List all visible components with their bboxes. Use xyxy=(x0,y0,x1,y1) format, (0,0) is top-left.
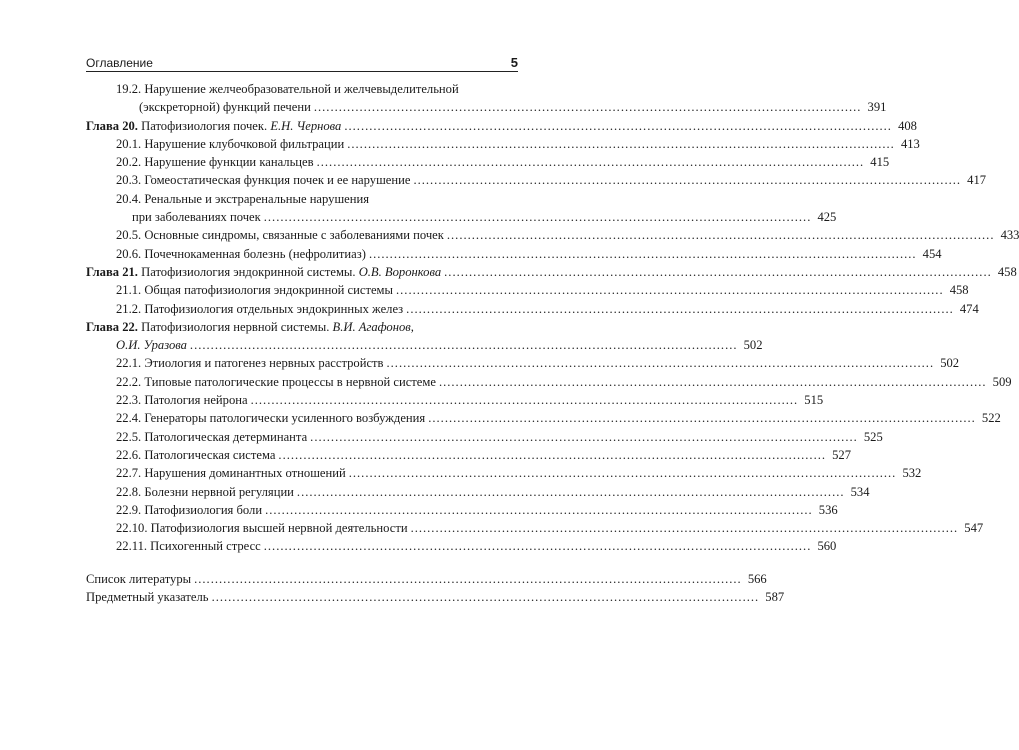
toc-entry-text: 22.11. Психогенный стресс xyxy=(116,539,261,554)
toc-entry[interactable] xyxy=(86,464,922,482)
toc-entry[interactable] xyxy=(86,483,870,501)
toc-entry[interactable] xyxy=(86,570,767,588)
chapter-label: Глава 21. xyxy=(86,264,138,279)
toc-entry-text: 22.1. Этиология и патогенез нервных расстройств xyxy=(116,356,384,371)
toc-entry[interactable] xyxy=(86,153,890,171)
toc-entry[interactable] xyxy=(86,354,960,372)
chapter-author: В.И. Агафонов, xyxy=(332,319,414,334)
toc-entry-text: 22.10. Патофизиология высшей нервной деятельности xyxy=(116,521,408,536)
toc-entry[interactable] xyxy=(86,391,824,409)
toc-page: 458 xyxy=(997,264,1017,279)
leader-dots: .................................................................................................................................... xyxy=(396,283,944,298)
leader-dots: .................................................................................................................................... xyxy=(263,210,812,225)
toc-entry xyxy=(86,80,518,98)
toc-page: 415 xyxy=(870,155,890,170)
leader-dots: .................................................................................................................................... xyxy=(368,246,917,261)
toc-entry[interactable] xyxy=(86,501,838,519)
leader-dots: .................................................................................................................................... xyxy=(428,411,976,426)
leader-dots: .................................................................................................................................... xyxy=(386,356,935,371)
toc-page: 536 xyxy=(818,502,838,517)
toc-page: 527 xyxy=(832,447,852,462)
toc-page: 560 xyxy=(817,539,837,554)
leader-dots: .................................................................................................................................... xyxy=(406,301,954,316)
toc-page: 458 xyxy=(949,283,969,298)
leader-dots: .................................................................................................................................... xyxy=(250,393,799,408)
toc-page: 413 xyxy=(900,136,920,151)
chapter-author: Е.Н. Чернова xyxy=(270,118,342,133)
spacer xyxy=(86,556,518,570)
toc-entry-text: 21.1. Общая патофизиология эндокринной системы xyxy=(116,283,393,298)
toc-entry-text: (экскреторной) функций печени xyxy=(139,100,311,115)
toc-entry-text: 19.2. Нарушение желчеобразовательной и желчевыделительной xyxy=(116,82,459,96)
toc-page: 391 xyxy=(867,100,887,115)
toc-page: 522 xyxy=(981,411,1001,426)
toc-entry[interactable] xyxy=(86,588,785,606)
toc-entry[interactable] xyxy=(86,245,942,263)
toc-chapter[interactable] xyxy=(86,117,917,135)
toc-page: 509 xyxy=(992,374,1012,389)
chapter-author: О.В. Воронкова xyxy=(358,264,442,279)
toc-chapter-continuation[interactable] xyxy=(86,336,763,354)
toc-entry[interactable] xyxy=(86,373,1012,391)
toc-entry-text: 20.1. Нарушение клубочковой фильтрации xyxy=(116,136,345,151)
toc-entry[interactable] xyxy=(86,428,883,446)
toc-entry[interactable] xyxy=(86,281,969,299)
toc-entry-text: 22.9. Патофизиология боли xyxy=(116,502,263,517)
toc-page: 425 xyxy=(817,210,837,225)
toc-entry-text: 20.6. Почечнокаменная болезнь (нефролитиаз) xyxy=(116,246,366,261)
toc-entry-text: 22.3. Патология нейрона xyxy=(116,393,248,408)
leader-dots: .................................................................................................................................... xyxy=(296,484,845,499)
leader-dots: .................................................................................................................................... xyxy=(438,374,987,389)
running-header xyxy=(86,55,518,71)
toc-page: 566 xyxy=(747,571,767,586)
toc-chapter[interactable] xyxy=(86,263,1017,281)
chapter-title: Патофизиология нервной системы. xyxy=(137,319,333,334)
chapter-title: Патофизиология почек. xyxy=(137,118,271,133)
toc-entry-text: 22.8. Болезни нервной регуляции xyxy=(116,484,294,499)
leader-dots: .................................................................................................................................... xyxy=(348,466,897,481)
toc-entry-text: Предметный указатель xyxy=(86,590,209,605)
leader-dots: .................................................................................................................................... xyxy=(265,502,813,517)
leader-dots: .................................................................................................................................... xyxy=(410,521,959,536)
toc-entry-text: при заболеваниях почек xyxy=(132,210,261,225)
toc-page: 525 xyxy=(863,429,883,444)
toc-entry-text: 21.2. Патофизиология отдельных эндокринных желез xyxy=(116,301,404,316)
chapter-label: Глава 20. xyxy=(86,118,138,133)
leader-dots: .................................................................................................................................... xyxy=(413,173,962,188)
leader-dots: .................................................................................................................................... xyxy=(347,136,895,151)
leader-dots: .................................................................................................................................... xyxy=(263,539,812,554)
toc-page: 502 xyxy=(743,338,763,353)
leader-dots: .................................................................................................................................... xyxy=(446,228,995,243)
toc-page: 587 xyxy=(765,590,785,605)
toc-entry[interactable] xyxy=(86,171,987,189)
chapter-label: Глава 22. xyxy=(86,319,138,334)
toc-entry-text: 20.3. Гомеостатическая функция почек и ее нарушение xyxy=(116,173,411,188)
header-rule xyxy=(86,71,518,72)
toc-entry-text: 20.2. Нарушение функции канальцев xyxy=(116,155,314,170)
leader-dots: .................................................................................................................................... xyxy=(310,429,858,444)
toc-page: 515 xyxy=(804,393,824,408)
leader-dots: .................................................................................................................................... xyxy=(189,338,738,353)
toc-entry[interactable] xyxy=(86,537,837,555)
toc-entry[interactable] xyxy=(86,135,920,153)
toc-page: 417 xyxy=(967,173,987,188)
toc-entry-text: 20.5. Основные синдромы, связанные с заболеваниями почек xyxy=(116,228,444,243)
toc-page: 408 xyxy=(898,118,917,133)
chapter-title: Патофизиология эндокринной системы. xyxy=(137,264,359,279)
table-of-contents xyxy=(86,80,1019,606)
toc-entry[interactable] xyxy=(86,98,887,116)
leader-dots: .................................................................................................................................... xyxy=(211,590,760,605)
leader-dots: .................................................................................................................................... xyxy=(444,264,992,279)
toc-page: 532 xyxy=(902,466,922,481)
toc-entry-text: 22.2. Типовые патологические процессы в нервной системе xyxy=(116,374,436,389)
leader-dots: .................................................................................................................................... xyxy=(278,447,827,462)
header-title: Оглавление xyxy=(86,56,153,70)
toc-entry[interactable] xyxy=(86,519,984,537)
chapter-author: О.И. Уразова xyxy=(116,338,187,353)
toc-page: 454 xyxy=(922,246,942,261)
toc-entry[interactable] xyxy=(86,208,837,226)
toc-page: 433 xyxy=(1000,228,1019,243)
toc-entry-text: 22.5. Патологическая детерминанта xyxy=(116,429,308,444)
toc-page: 502 xyxy=(940,356,960,371)
toc-page: 547 xyxy=(964,521,984,536)
page-number: 5 xyxy=(510,55,518,70)
toc-entry-text: 22.6. Патологическая система xyxy=(116,447,276,462)
leader-dots: .................................................................................................................................... xyxy=(316,155,865,170)
toc-entry-text: Список литературы xyxy=(86,571,192,586)
toc-entry[interactable] xyxy=(86,226,1019,244)
toc-entry-text: 22.4. Генераторы патологически усиленного возбуждения xyxy=(116,411,426,426)
toc-entry xyxy=(86,190,518,208)
leader-dots: .................................................................................................................................... xyxy=(344,118,892,133)
toc-entry[interactable] xyxy=(86,409,1001,427)
leader-dots: .................................................................................................................................... xyxy=(194,571,742,586)
toc-page: 474 xyxy=(959,301,979,316)
toc-entry[interactable] xyxy=(86,300,979,318)
toc-entry-text: 20.4. Ренальные и экстраренальные нарушения xyxy=(116,191,370,206)
toc-entry[interactable] xyxy=(86,446,852,464)
leader-dots: .................................................................................................................................... xyxy=(313,100,862,115)
toc-page: 534 xyxy=(850,484,870,499)
toc-entry-text: 22.7. Нарушения доминантных отношений xyxy=(116,466,346,481)
toc-chapter xyxy=(86,318,518,336)
